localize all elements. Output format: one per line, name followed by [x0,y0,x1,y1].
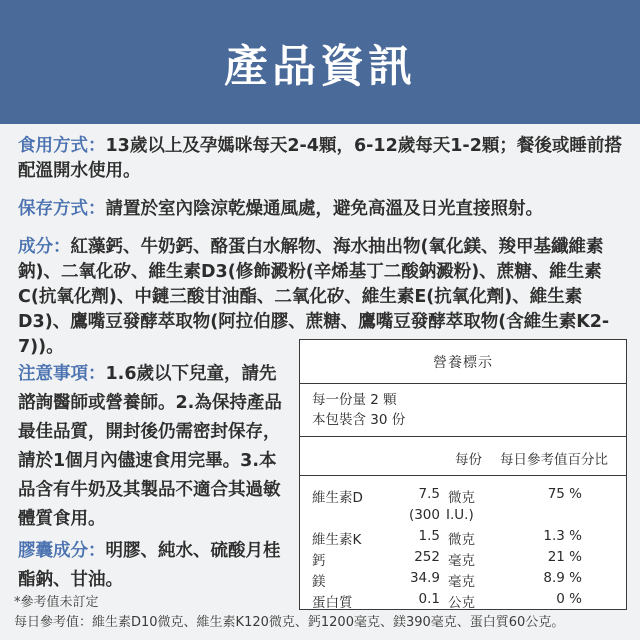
nutrient-name: 維生素D [312,490,363,506]
footnote [14,593,564,633]
nutrient-dv: 1.3 % [543,528,582,544]
nutrient-name: 鎂 [312,574,326,590]
nutrition-column-headers [300,437,626,476]
nutrient-unit: I.U.) [446,507,474,523]
nutrient-dv: 0 % [556,591,582,607]
capsule-text: 明膠、純水、硫酸月桂酯鈉、甘油。 [18,541,281,590]
page-title: 產品資訊 [224,41,416,92]
nutrient-amount: 7.5 [418,486,440,502]
nutrient-unit: 微克 [448,532,475,548]
nutrient-unit: 毫克 [448,553,475,569]
daily-value-header: 每日參考值百分比 [500,452,608,468]
nutrient-dv: 21 % [547,549,582,565]
footnote-reference-note: *參考值未訂定 [14,595,99,610]
nutrient-name: 鈣 [312,553,326,569]
nutrient-unit: 微克 [448,490,475,506]
nutrient-name: 蛋白質 [312,595,353,611]
nutrient-amount: 0.1 [418,591,440,607]
footnote-daily-values: 每日參考值：維生素D10微克、維生素K120微克、鈣1200毫克、鎂390毫克、蛋白質60公克。 [14,615,565,630]
nutrient-amount: 252 [414,549,440,565]
serving-size: 每一份量 2 顆 [312,392,397,408]
nutrient-dv: 8.9 % [543,570,582,586]
nutrient-amount: 34.9 [409,570,440,586]
storage-text: 請置於室內陰涼乾燥通風處，避免高溫及日光直接照射。 [105,199,543,219]
notice-text: 1.6歲以下兒童，請先諮詢醫師或營養師。2.為保持產品最佳品質，開封後仍需密封保存，請於1個月內儘速食用完畢。3.本品含有牛奶及其製品不適合其過敏體質食用。 [18,364,282,529]
serving-info [300,384,626,437]
usage-label: 食用方式： [18,136,106,156]
usage-paragraph [18,134,628,184]
nutrition-rows [300,476,626,611]
notes-column [18,360,290,608]
header-banner [0,0,640,124]
capsule-label: 膠囊成分： [18,541,106,561]
nutrition-row [300,569,626,590]
nutrition-title: 營養標示 [300,340,626,384]
servings-per-pack: 本包裝含 30 份 [312,412,406,428]
nutrient-amount: (300 [408,507,440,523]
nutrition-row [300,527,626,548]
usage-text: 13歲以上及孕媽咪每天2-4顆，6-12歲每天1-2顆；餐後或睡前搭配溫開水使用。 [18,136,622,181]
per-serving-header: 每份 [455,452,482,468]
nutrient-unit: 公克 [448,595,475,611]
nutrition-row [300,506,626,527]
nutrient-amount: 1.5 [418,528,440,544]
notice-label: 注意事項： [18,364,106,384]
notice-paragraph [18,360,290,534]
ingredients-text: 紅藻鈣、牛奶鈣、酪蛋白水解物、海水抽出物(氧化鎂、羧甲基纖維素鈉)、二氧化矽、維生素D3(修飾澱粉(辛烯基丁二酸鈉澱粉)、蔗糖、維生素C(抗氧化劑)、中鏈三酸甘油酯、二氧化矽、維生素E(抗氧化劑)、維生素D3)、鷹嘴豆發酵萃取物(阿拉伯膠、蔗糖、鷹嘴豆發酵萃取物(含維生素K2-7))。 [18,237,610,357]
nutrient-dv: 75 % [547,486,582,502]
nutrient-unit: 毫克 [448,574,475,590]
ingredients-label: 成分： [18,237,71,257]
capsule-paragraph [18,537,290,595]
nutrition-row [300,485,626,506]
storage-paragraph [18,197,628,222]
nutrition-row [300,548,626,569]
product-info-section [18,134,628,373]
nutrient-name: 維生素K [312,532,362,548]
storage-label: 保存方式： [18,199,106,219]
nutrition-facts-panel [299,339,627,610]
